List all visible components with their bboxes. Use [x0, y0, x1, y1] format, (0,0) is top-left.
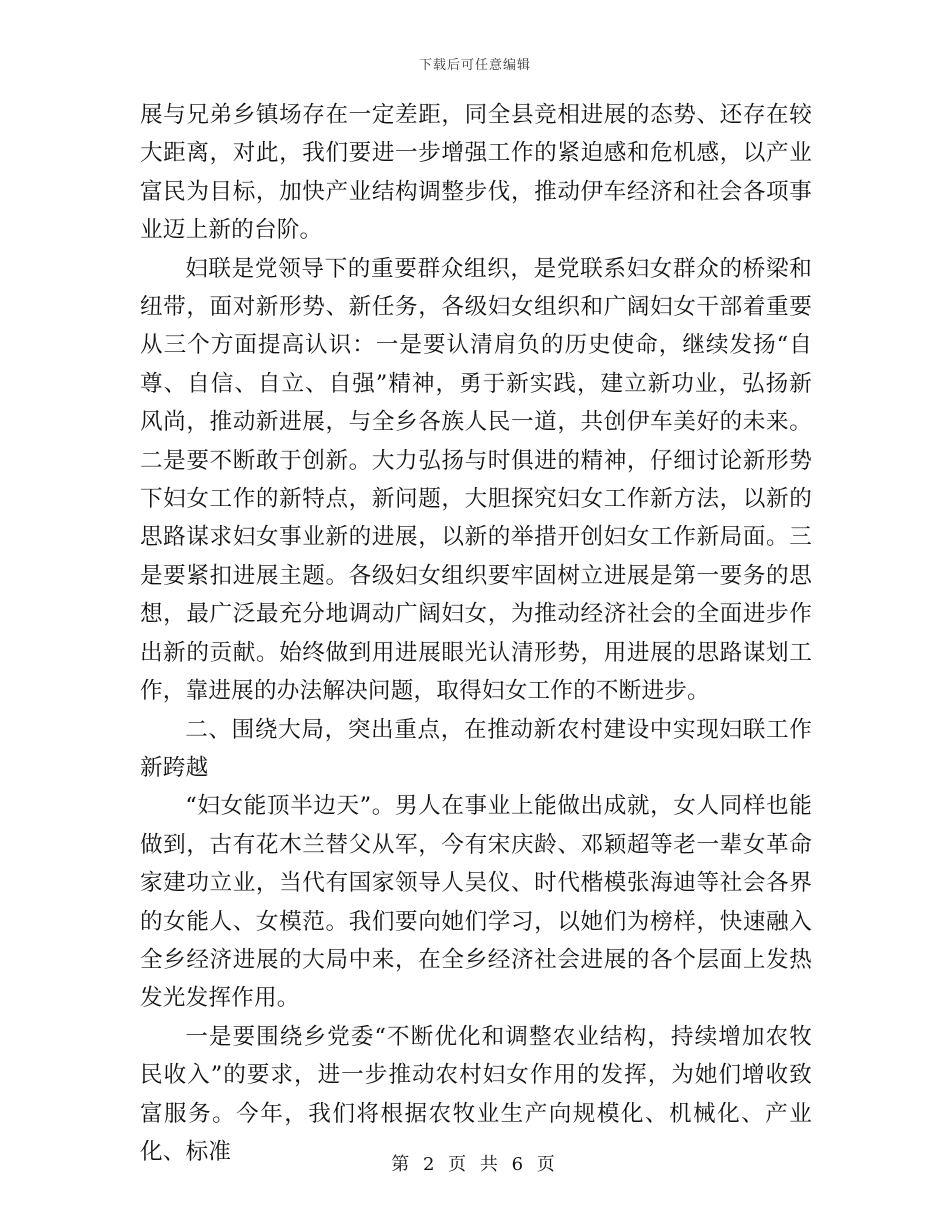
- paragraph-2: 妇联是党领导下的重要群众组织，是党联系妇女群众的桥梁和纽带，面对新形势、新任务，各级妇女组织和广阔妇女干部着重要从三个方面提高认识：一是要认清肩负的历史使命，继续发扬“自尊、自信、自立、自强”精神，勇于新实践，建立新功业，弘扬新风尚，推动新进展，与全乡各族人民一道，共创伊车美好的未来。二是要不断敢于创新。大力弘扬与时俱进的精神，仔细讨论新形势下妇女工作的新特点，新问题，大胆探究妇女工作新方法，以新的思路谋求妇女事业新的进展，以新的举措开创妇女工作新局面。三是要紧扣进展主题。各级妇女组织要牢固树立进展是第一要务的思想，最广泛最充分地调动广阔妇女，为推动经济社会的全面进步作出新的贡献。始终做到用进展眼光认清形势，用进展的思路谋划工作，靠进展的办法解决问题，取得妇女工作的不断进步。: [140, 255, 812, 705]
- paragraph-3: “妇女能顶半边天”。男人在事业上能做出成就，女人同样也能做到，古有花木兰替父从军，今有宋庆龄、邓颖超等老一辈女革命家建功立业，当代有国家领导人吴仪、时代楷模张海迪等社会各界的女能人、女模范。我们要向她们学习，以她们为榜样，快速融入全乡经济进展的大局中来，在全乡经济社会进展的各个层面上发热发光发挥作用。: [140, 793, 812, 1012]
- paragraph-4: 一是要围绕乡党委“不断优化和调整农业结构，持续增加农牧民收入”的要求，进一步推动农村妇女作用的发挥，为她们增收致富服务。今年，我们将根据农牧业生产向规模化、机械化、产业化、标准: [140, 1023, 812, 1165]
- page-number: 第 2 页 共 6 页: [391, 1154, 559, 1175]
- page-header-note: 下载后可任意编辑: [418, 58, 531, 73]
- section-heading: 二、围绕大局，突出重点，在推动新农村建设中实现妇联工作新跨越: [140, 716, 812, 781]
- document-body: [140, 96, 812, 1171]
- paragraph-1: 展与兄弟乡镇场存在一定差距，同全县竞相进展的态势、还存在较大距离，对此，我们要进一步增强工作的紧迫感和危机感，以产业富民为目标，加快产业结构调整步伐，推动伊车经济和社会各项事业迈上新的台阶。: [140, 102, 812, 244]
